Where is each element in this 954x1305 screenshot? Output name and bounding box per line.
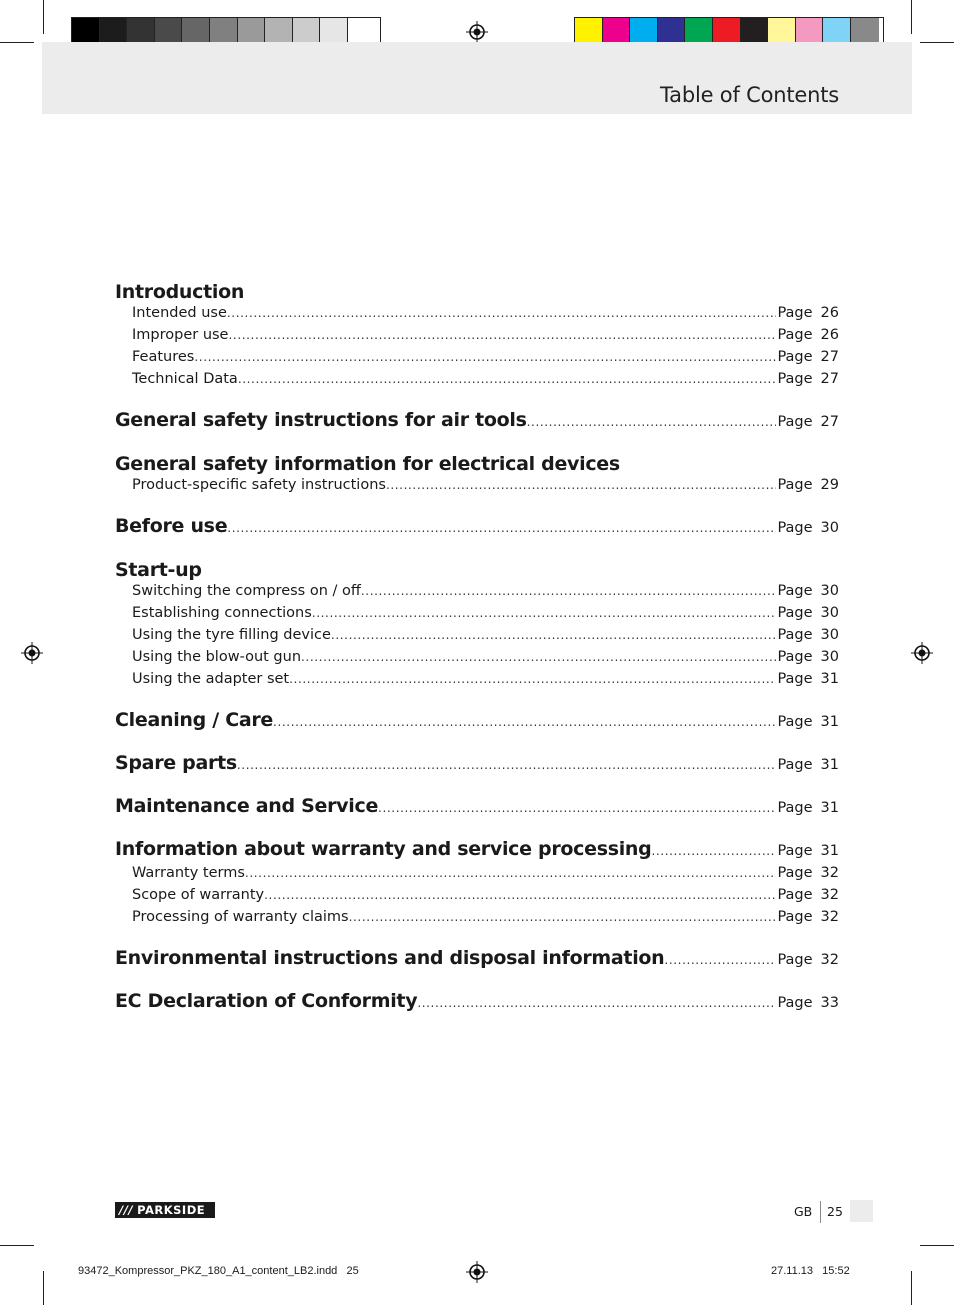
page-reference (776, 349, 839, 365)
color-swatch (575, 18, 603, 45)
toc-heading[interactable] (115, 409, 839, 436)
dot-leader (378, 801, 776, 815)
toc-section (115, 558, 839, 693)
footer-divider (820, 1201, 821, 1223)
page-word: Page (777, 671, 813, 687)
toc-section (115, 409, 839, 436)
color-swatch (210, 18, 238, 45)
toc-heading[interactable] (115, 709, 839, 736)
color-swatch (155, 18, 183, 45)
toc-heading-label: Information about warranty and service processing (115, 838, 652, 860)
page-number-ref: 30 (820, 583, 839, 599)
color-swatch (603, 18, 631, 45)
toc-section (115, 752, 839, 779)
toc-heading[interactable] (115, 515, 839, 542)
dot-leader (245, 866, 777, 880)
toc-entry[interactable] (115, 671, 839, 693)
toc-entry-label: Using the blow-out gun (132, 649, 302, 665)
dot-leader (349, 910, 777, 924)
page-number-ref: 32 (820, 887, 839, 903)
dot-leader (227, 306, 777, 320)
page-number-ref: 26 (820, 327, 839, 343)
toc-entry-label: Scope of warranty (132, 887, 265, 903)
toc-heading-label: Environmental instructions and disposal information (115, 947, 665, 969)
page-reference (776, 757, 839, 773)
color-swatch (713, 18, 741, 45)
logo-stripes: /// (119, 1203, 134, 1217)
toc-section (115, 838, 839, 931)
toc-entry-label: Improper use (132, 327, 229, 343)
toc-entry[interactable] (115, 865, 839, 887)
toc-heading-label: Cleaning / Care (115, 709, 274, 731)
registration-mark-icon (21, 642, 43, 664)
page-word: Page (777, 887, 813, 903)
toc-section (115, 947, 839, 974)
toc-heading-label: General safety instructions for air tools (115, 409, 527, 431)
registration-mark-icon (911, 642, 933, 664)
toc-entry-label: Features (132, 349, 195, 365)
dot-leader (651, 844, 776, 858)
table-of-contents (115, 280, 839, 1033)
page-reference (776, 583, 839, 599)
page-number-ref: 32 (820, 909, 839, 925)
dot-leader (237, 758, 777, 772)
page-word: Page (777, 520, 813, 536)
dot-leader (264, 888, 776, 902)
page-reference (776, 414, 839, 430)
toc-entry[interactable] (115, 605, 839, 627)
page-word: Page (777, 757, 813, 773)
page-word: Page (777, 605, 813, 621)
page-number-ref: 27 (820, 349, 839, 365)
dot-leader (238, 372, 777, 386)
page-reference (776, 671, 839, 687)
toc-entry-label: Product-specific safety instructions (132, 477, 386, 493)
dot-leader (417, 996, 776, 1010)
page-number-ref: 26 (820, 305, 839, 321)
page-word: Page (777, 414, 813, 430)
page-reference (776, 909, 839, 925)
color-swatch (630, 18, 658, 45)
page-number-ref: 31 (820, 843, 839, 859)
page-reference (776, 605, 839, 621)
registration-mark-icon (466, 1261, 488, 1283)
toc-entry[interactable] (115, 305, 839, 327)
color-swatch (265, 18, 293, 45)
toc-entry[interactable] (115, 477, 839, 499)
toc-section (115, 515, 839, 542)
page-reference (776, 800, 839, 816)
page-word: Page (777, 627, 813, 643)
toc-heading[interactable]: Introduction (115, 281, 245, 303)
toc-heading-label: Maintenance and Service (115, 795, 379, 817)
crop-mark (0, 42, 34, 43)
crop-mark (920, 1245, 954, 1246)
color-swatch (348, 18, 376, 45)
page-reference (776, 627, 839, 643)
color-swatch (182, 18, 210, 45)
page-word: Page (777, 714, 813, 730)
color-swatch (851, 18, 879, 45)
page-reference (776, 305, 839, 321)
page-word: Page (777, 952, 813, 968)
color-swatch (72, 18, 100, 45)
page-reference (776, 371, 839, 387)
color-swatch (127, 18, 155, 45)
page-word: Page (777, 843, 813, 859)
page-number-ref: 31 (820, 671, 839, 687)
registration-mark-icon (466, 21, 488, 43)
toc-heading[interactable] (115, 947, 839, 974)
dot-leader (664, 953, 776, 967)
toc-entry-label: Processing of warranty claims (132, 909, 349, 925)
crop-mark (920, 42, 954, 43)
toc-entry[interactable] (115, 627, 839, 649)
page-number-ref: 30 (820, 627, 839, 643)
page-reference (776, 520, 839, 536)
toc-entry-label: Switching the compress on / off (132, 583, 361, 599)
toc-entry[interactable] (115, 887, 839, 909)
crop-mark (43, 0, 44, 34)
page-word: Page (777, 583, 813, 599)
page-number-ref: 30 (820, 520, 839, 536)
toc-entry-label: Technical Data (132, 371, 238, 387)
page-number-ref: 32 (820, 952, 839, 968)
page-title: Table of Contents (660, 83, 839, 107)
toc-entry[interactable] (115, 583, 839, 605)
toc-entry[interactable] (115, 909, 839, 931)
page-word: Page (777, 800, 813, 816)
page-number-ref: 31 (820, 800, 839, 816)
page-word: Page (777, 305, 813, 321)
color-swatch (320, 18, 348, 45)
toc-entry-label: Using the adapter set (132, 671, 290, 687)
toc-entry[interactable] (115, 371, 839, 393)
toc-heading[interactable]: Start-up (115, 559, 202, 581)
dot-leader (361, 584, 777, 598)
page-number-ref: 31 (820, 757, 839, 773)
toc-heading-label: EC Declaration of Conformity (115, 990, 418, 1012)
page-number-ref: 27 (820, 371, 839, 387)
color-swatch (100, 18, 128, 45)
color-swatch (823, 18, 851, 45)
dot-leader (228, 328, 776, 342)
toc-heading[interactable] (115, 838, 839, 865)
date-slug: 27.11.13 15:52 (771, 1265, 850, 1277)
page-reference (776, 327, 839, 343)
toc-entry[interactable] (115, 327, 839, 349)
crop-mark (0, 1245, 34, 1246)
page-number-ref: 32 (820, 865, 839, 881)
page-word: Page (777, 865, 813, 881)
dot-leader (331, 628, 777, 642)
file-slug: 93472_Kompressor_PKZ_180_A1_content_LB2.indd 25 (78, 1265, 359, 1277)
color-swatch (658, 18, 686, 45)
toc-heading[interactable] (115, 752, 839, 779)
page-reference (776, 995, 839, 1011)
page-number: 25 (827, 1204, 843, 1219)
page-number-ref: 30 (820, 605, 839, 621)
crop-mark (43, 1271, 44, 1305)
page-reference (776, 649, 839, 665)
toc-entry-label: Intended use (132, 305, 227, 321)
dot-leader (386, 478, 777, 492)
color-swatch (741, 18, 769, 45)
dot-leader (273, 715, 776, 729)
page-reference (776, 887, 839, 903)
language-code: GB (794, 1204, 813, 1219)
dot-leader (301, 650, 776, 664)
toc-entry[interactable] (115, 349, 839, 371)
page-reference (776, 952, 839, 968)
page-reference (776, 843, 839, 859)
color-swatch (238, 18, 266, 45)
page-word: Page (777, 327, 813, 343)
toc-section (115, 452, 839, 499)
toc-section (115, 990, 839, 1017)
toc-heading[interactable]: General safety information for electrical devices (115, 453, 620, 475)
dot-leader (227, 521, 776, 535)
page-number-ref: 30 (820, 649, 839, 665)
page-reference (776, 865, 839, 881)
toc-heading[interactable] (115, 990, 839, 1017)
toc-section (115, 709, 839, 736)
toc-entry[interactable] (115, 649, 839, 671)
page-word: Page (777, 649, 813, 665)
color-swatch (796, 18, 824, 45)
parkside-logo (115, 1202, 215, 1218)
dot-leader (289, 672, 776, 686)
page-number-ref: 31 (820, 714, 839, 730)
footer-tab (850, 1200, 873, 1222)
dot-leader (527, 415, 777, 429)
page-word: Page (777, 909, 813, 925)
dot-leader (194, 350, 776, 364)
dot-leader (312, 606, 777, 620)
color-swatch (293, 18, 321, 45)
page-word: Page (777, 371, 813, 387)
toc-heading-label: Before use (115, 515, 228, 537)
crop-mark (911, 1271, 912, 1305)
toc-section (115, 795, 839, 822)
page-word: Page (777, 477, 813, 493)
toc-heading-label: Spare parts (115, 752, 237, 774)
toc-entry-label: Warranty terms (132, 865, 245, 881)
color-swatch (768, 18, 796, 45)
page-reference (776, 714, 839, 730)
page-word: Page (777, 349, 813, 365)
logo-text: PARKSIDE (137, 1203, 206, 1217)
toc-entry-label: Establishing connections (132, 605, 312, 621)
page-number-ref: 27 (820, 414, 839, 430)
page-word: Page (777, 995, 813, 1011)
color-swatch (685, 18, 713, 45)
toc-section (115, 280, 839, 393)
toc-entry-label: Using the tyre filling device (132, 627, 331, 643)
page-number-ref: 29 (820, 477, 839, 493)
page-reference (776, 477, 839, 493)
toc-heading[interactable] (115, 795, 839, 822)
crop-mark (911, 0, 912, 34)
page-number-ref: 33 (820, 995, 839, 1011)
